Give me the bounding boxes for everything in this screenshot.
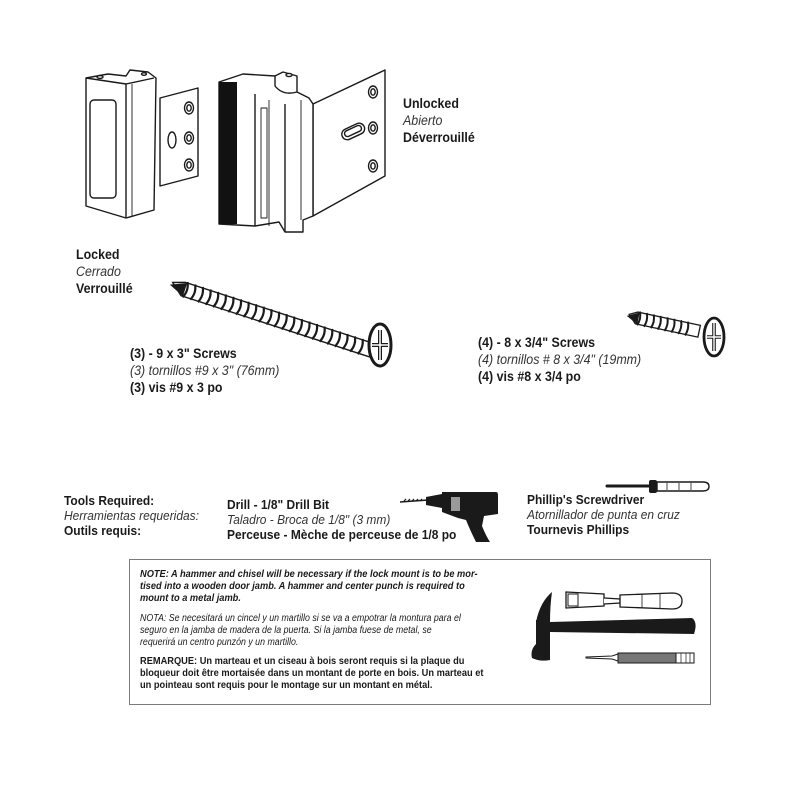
drill-en: Drill - 1/8" Drill Bit	[227, 497, 330, 512]
tools-required-fr: Outils requis:	[64, 523, 142, 538]
note-fr-line: bloqueur doit être mortaisée dans un montant de porte en bois. Un marteau et	[140, 668, 484, 679]
note-en-line: tised into a wooden door jamb. A hammer and center punch is required to	[140, 581, 465, 592]
long-screw-fr: (3) vis #9 x 3 po	[130, 380, 223, 395]
long-screw-en: (3) - 9 x 3" Screws	[130, 346, 237, 361]
short-screw-label	[478, 334, 655, 385]
door-lock-locked-icon	[78, 68, 208, 228]
note-en-line: NOTE: A hammer and chisel will be necessary if the lock mount is to be mor-	[140, 569, 478, 580]
locked-en: Locked	[76, 247, 120, 262]
long-screw-label	[130, 345, 292, 396]
unlocked-fr: Déverrouillé	[403, 130, 475, 145]
long-screw-es: (3) tornillos #9 x 3" (76mm)	[130, 363, 280, 378]
locked-label	[76, 246, 138, 297]
drill-fr: Perceuse - Mèche de perceuse de 1/8 po	[227, 527, 457, 542]
note-es-line: requerirá un centro punzón y un martillo.	[140, 637, 299, 648]
short-screw-en: (4) - 8 x 3/4" Screws	[478, 335, 596, 350]
screwdriver-es: Atornillador de punta en cruz	[527, 507, 680, 522]
drill-icon	[398, 492, 500, 544]
note-fr	[140, 656, 515, 692]
note-fr-line: un pointeau sont requis pour le montage sur un montant en métal.	[140, 680, 433, 691]
tools-required-heading	[64, 493, 211, 538]
screwdriver-label	[527, 492, 693, 537]
note-en	[140, 569, 515, 605]
door-lock-unlocked-icon	[213, 64, 393, 234]
screwdriver-en: Phillip's Screwdriver	[527, 492, 645, 507]
unlocked-en: Unlocked	[403, 96, 459, 111]
tools-required-en: Tools Required:	[64, 493, 155, 508]
unlocked-es: Abierto	[403, 113, 443, 128]
locked-fr: Verrouillé	[76, 281, 133, 296]
short-screw-fr: (4) vis #8 x 3/4 po	[478, 369, 581, 384]
note-fr-line: REMARQUE: Un marteau et un ciseau à bois seront requis si la plaque du	[140, 656, 465, 667]
note-en-line: mount to a metal jamb.	[140, 593, 241, 604]
note-es	[140, 613, 515, 649]
locked-es: Cerrado	[76, 264, 121, 279]
screwdriver-fr: Tournevis Phillips	[527, 522, 630, 537]
center-punch-icon	[586, 651, 696, 665]
unlocked-label	[403, 95, 481, 146]
note-es-line: NOTA: Se necesitará un cincel y un martillo si se va a empotrar la montura para el	[140, 613, 461, 624]
note-es-line: seguro en la jamba de madera de la puerta. Si la jamba fuese de metal, se	[140, 625, 432, 636]
drill-es: Taladro - Broca de 1/8" (3 mm)	[227, 512, 391, 527]
tools-required-es: Herramientas requeridas:	[64, 508, 199, 523]
short-screw-es: (4) tornillos # 8 x 3/4" (19mm)	[478, 352, 642, 367]
